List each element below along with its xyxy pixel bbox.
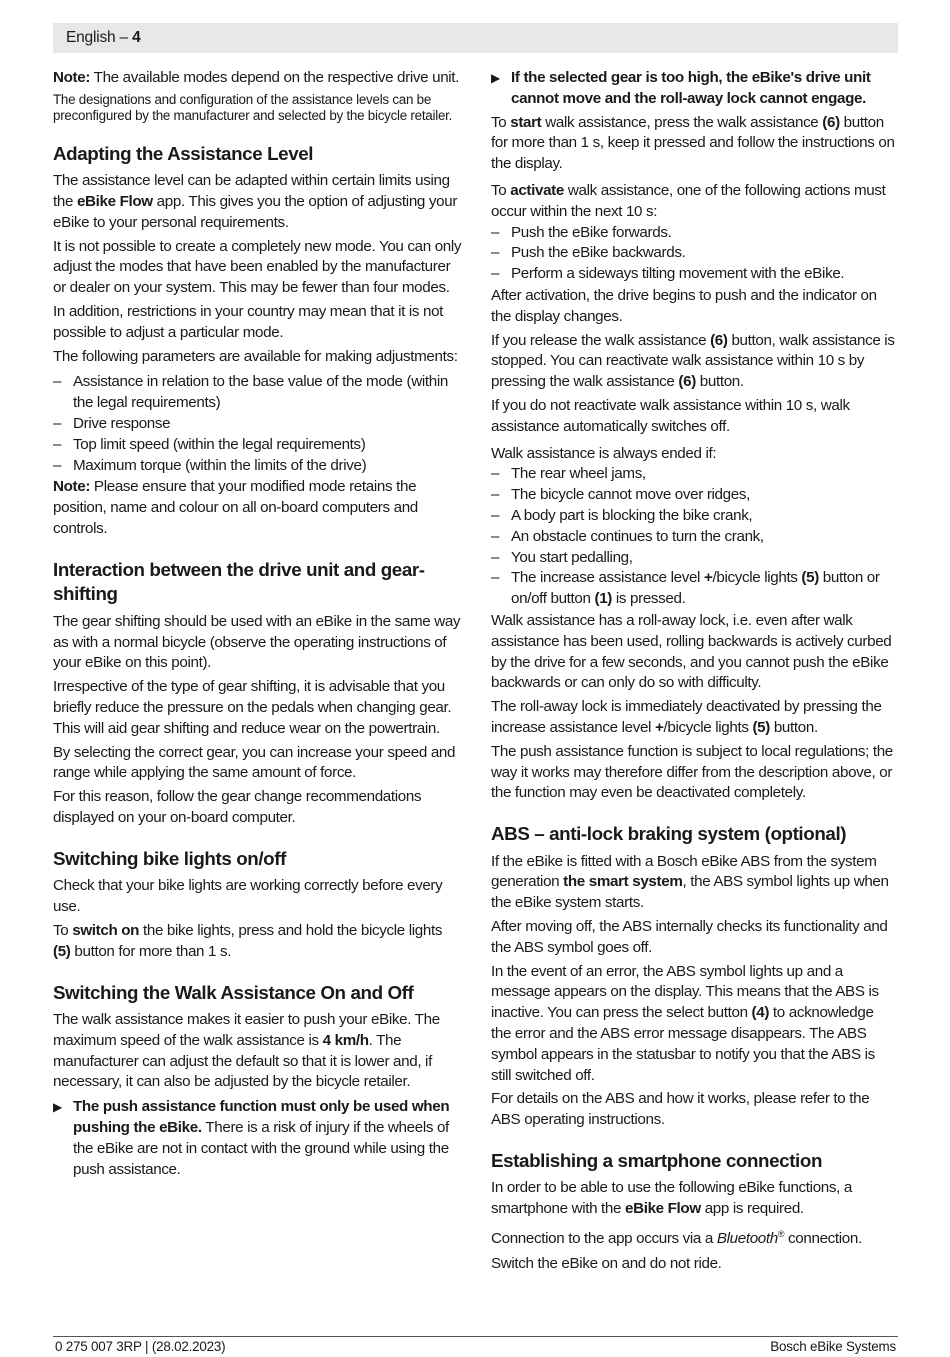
- paragraph: In the event of an error, the ABS symbol lights up and a message appears on the display. This means that the ABS is inactive. You can press the select button (4) to acknowledge the error and the ABS error message disappears. The ABS symbol appears in the statusbar to notify you that the ABS is still switched off.: [491, 962, 879, 1084]
- header-label: English – 4: [66, 29, 141, 46]
- list-item: – Assistance in relation to the base value of the mode (within the legal requirements): [53, 372, 463, 414]
- list-item: – The bicycle cannot move over ridges,: [491, 485, 896, 506]
- heading-bike-lights: Switching bike lights on/off: [53, 847, 286, 869]
- paragraph: To activate walk assistance, one of the following actions must occur within the next 10 s:: [491, 181, 886, 220]
- paragraph: Irrespective of the type of gear shifting, it is advisable that you briefly reduce the pressure on the pedals when changing gear. This will aid gear shifting and reduce wear on the powertrain.: [53, 678, 452, 737]
- list-item: – Maximum torque (within the limits of the drive): [53, 456, 463, 477]
- paragraph: The assistance level can be adapted within certain limits using the eBike Flow app. This gives you the option of adjusting your eBike to your personal requirements.: [53, 172, 458, 231]
- paragraph: After activation, the drive begins to push and the indicator on the display changes.: [491, 286, 877, 325]
- list-item: – An obstacle continues to turn the crank,: [491, 527, 896, 548]
- heading-walk-assistance: Switching the Walk Assistance On and Off: [53, 981, 414, 1003]
- activate-list: [491, 223, 896, 285]
- paragraph: To switch on the bike lights, press and hold the bicycle lights (5) button for more than 1 s.: [53, 921, 443, 960]
- paragraph: For details on the ABS and how it works, please refer to the ABS operating instructions.: [491, 1090, 870, 1129]
- note-designations: The designations and configuration of the assistance levels can be preconfigured by the manufacturer and selected by the bicycle retailer.: [53, 91, 453, 123]
- list-item: – A body part is blocking the bike crank,: [491, 506, 896, 527]
- paragraph: The gear shifting should be used with an eBike in the same way as with a normal bicycle (observe the operating instructions of your eBike on this point).: [53, 612, 461, 672]
- note-modified-mode: Note: Please ensure that your modified mode retains the position, name and colour on all on-board computers and controls.: [53, 478, 418, 538]
- list-item: – Drive response: [53, 414, 463, 435]
- list-item: – The increase assistance level +/bicycle lights (5) button or on/off button (1) is pressed.: [491, 568, 896, 610]
- paragraph: Walk assistance has a roll-away lock, i.e. even after walk assistance has been used, rolling backwards is actively curbed by the drive for a few seconds, and you cannot push the eBike backwards or can only do so with difficulty.: [491, 611, 892, 692]
- list-item: – Top limit speed (within the legal requirements): [53, 435, 463, 456]
- warning-gear-too-high: ▶ If the selected gear is too high, the eBike's drive unit cannot move and the roll-away lock cannot engage.: [491, 69, 871, 107]
- footer-doc-number: 0 275 007 3RP | (28.02.2023): [55, 1339, 226, 1354]
- parameter-list: [53, 372, 463, 476]
- paragraph: Switch the eBike on and do not ride.: [491, 1254, 722, 1272]
- paragraph: The push assistance function is subject to local regulations; the way it works may therefore differ from the description above, or the function may even be deactivated completely.: [491, 742, 893, 802]
- paragraph: If you release the walk assistance (6) button, walk assistance is stopped. You can reactivate walk assistance within 10 s by pressing the walk assistance (6) button.: [491, 331, 895, 391]
- heading-abs: ABS – anti-lock braking system (optional): [491, 823, 847, 845]
- paragraph: For this reason, follow the gear change recommendations displayed on your on-board computer.: [53, 788, 422, 827]
- footer-divider: [53, 1336, 898, 1337]
- paragraph: If the eBike is fitted with a Bosch eBike ABS from the system generation the smart system, the ABS symbol lights up when the eBike system starts.: [491, 852, 889, 912]
- warning-push-assistance: ▶ The push assistance function must only be used when pushing the eBike. There is a risk of injury if the wheels of the eBike are not in contact with the ground while using the push assistance.: [53, 1098, 450, 1178]
- footer-brand: Bosch eBike Systems: [770, 1339, 896, 1354]
- paragraph: If you do not reactivate walk assistance within 10 s, walk assistance automatically switches off.: [491, 396, 850, 435]
- heading-smartphone: Establishing a smartphone connection: [491, 1149, 823, 1171]
- paragraph: In order to be able to use the following eBike functions, a smartphone with the eBike Flow app is required.: [491, 1179, 852, 1218]
- paragraph: Walk assistance is always ended if:: [491, 444, 717, 462]
- paragraph: The roll-away lock is immediately deactivated by pressing the increase assistance level +/bicycle lights (5) button.: [491, 698, 882, 736]
- paragraph: Connection to the app occurs via a Bluetooth® connection.: [491, 1229, 862, 1248]
- page-header: [53, 23, 898, 53]
- list-item: – Push the eBike backwards.: [491, 243, 896, 264]
- list-item: – You start pedalling,: [491, 548, 896, 569]
- paragraph: It is not possible to create a completely new mode. You can only adjust the modes that have been enabled by the manufacturer or dealer on your system. This may be fewer than four modes.: [53, 237, 462, 297]
- paragraph: Check that your bike lights are working correctly before every use.: [53, 877, 443, 916]
- paragraph: After moving off, the ABS internally checks its functionality and the ABS symbol goes off.: [491, 917, 888, 956]
- warning-triangle-icon: ▶: [53, 1100, 62, 1115]
- heading-adapting: Adapting the Assistance Level: [53, 142, 314, 164]
- ended-list: [491, 464, 896, 610]
- list-item: – Push the eBike forwards.: [491, 223, 896, 244]
- warning-triangle-icon: ▶: [491, 71, 500, 85]
- heading-gear-shifting: Interaction between the drive unit and gear-shifting: [53, 558, 425, 605]
- paragraph: By selecting the correct gear, you can increase your speed and range while applying the same amount of force.: [53, 743, 456, 782]
- right-column: [491, 68, 896, 1278]
- paragraph: The walk assistance makes it easier to push your eBike. The maximum speed of the walk assistance is 4 km/h. The manufacturer can adjust the default so that it is lower and, if necessary, it can also be adjusted by the bicycle retailer.: [53, 1011, 440, 1091]
- paragraph: To start walk assistance, press the walk assistance (6) button for more than 1 s, keep it pressed and follow the instructions on the display.: [491, 113, 895, 173]
- list-item: – Perform a sideways tilting movement with the eBike.: [491, 264, 896, 285]
- paragraph: In addition, restrictions in your country may mean that it is not possible to adjust a particular mode.: [53, 303, 444, 341]
- note-modes: Note: The available modes depend on the respective drive unit.: [53, 69, 460, 86]
- list-item: – The rear wheel jams,: [491, 464, 896, 485]
- paragraph: The following parameters are available for making adjustments:: [53, 347, 458, 365]
- left-column: [53, 68, 463, 1183]
